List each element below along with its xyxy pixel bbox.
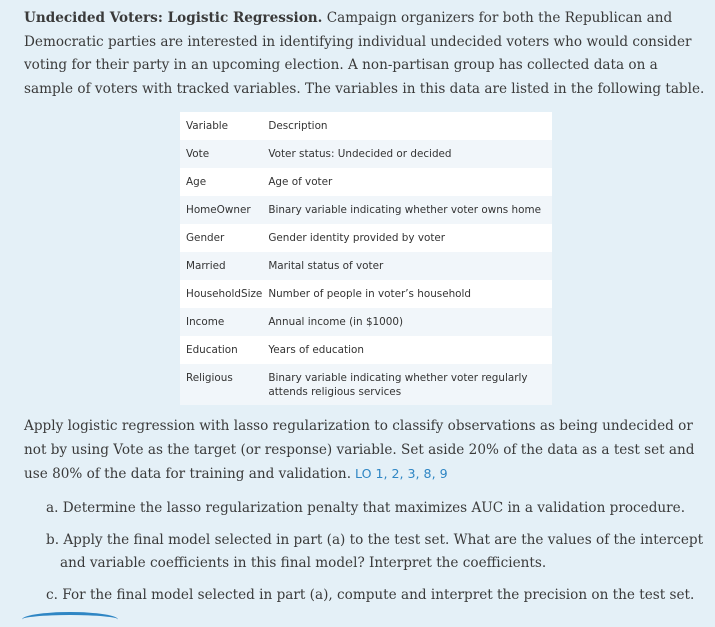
question-part-a: a. Determine the lasso regularization penalty that maximizes AUC in a validation procedure. xyxy=(46,500,686,516)
table-row xyxy=(180,308,552,336)
table-header-row xyxy=(180,112,552,140)
problem-intro xyxy=(24,7,708,101)
table-row xyxy=(180,168,552,196)
description-cell: Binary variable indicating whether voter owns home xyxy=(262,196,552,224)
variable-cell: Married xyxy=(180,252,262,280)
table-row xyxy=(180,140,552,168)
header-description: Description xyxy=(262,112,552,140)
variable-cell: Religious xyxy=(180,364,262,405)
instructions-paragraph xyxy=(24,415,708,487)
question-part-b: b. Apply the final model selected in part (a) to the test set. What are the values of the intercept and variable coefficients in this final model? Interpret the coefficients. xyxy=(46,531,704,571)
variable-cell: Education xyxy=(180,336,262,364)
description-cell: Binary variable indicating whether voter regularly attends religious services xyxy=(262,364,552,405)
table-row xyxy=(180,252,552,280)
learning-objectives-link[interactable]: LO 1, 2, 3, 8, 9 xyxy=(355,466,448,481)
description-cell: Marital status of voter xyxy=(262,252,552,280)
question-part-c: c. For the final model selected in part (a), compute and interpret the precision on the test set. xyxy=(46,586,695,603)
question-parts-list xyxy=(46,497,706,615)
variable-cell: Vote xyxy=(180,140,262,168)
table-row xyxy=(180,224,552,252)
variable-cell: Gender xyxy=(180,224,262,252)
instructions-text: Apply logistic regression with lasso regularization to classify observations as being undecided or not by using Vote as the target (or response) variable. Set aside 20% of the data as a test set and use 80% of the data for training and validation. xyxy=(24,418,695,482)
description-cell: Gender identity provided by voter xyxy=(262,224,552,252)
problem-intro-text: Campaign organizers for both the Republican and Democratic parties are interested in identifying individual undecided voters who would consider voting for their party in an upcoming election. A non-partisan group has collected data on a sample of voters with tracked variables. The variables in this data are listed in the following table. xyxy=(24,10,705,97)
description-cell: Age of voter xyxy=(262,168,552,196)
variable-cell: HouseholdSize xyxy=(180,280,262,308)
variables-table-container xyxy=(180,112,552,405)
header-variable: Variable xyxy=(180,112,262,140)
partial-circle-graphic xyxy=(22,612,118,627)
table-row xyxy=(180,196,552,224)
table-row xyxy=(180,364,552,405)
description-cell: Voter status: Undecided or decided xyxy=(262,140,552,168)
variable-cell: HomeOwner xyxy=(180,196,262,224)
description-cell: Annual income (in $1000) xyxy=(262,308,552,336)
problem-title: Undecided Voters: Logistic Regression. xyxy=(24,10,323,26)
description-cell: Number of people in voter’s household xyxy=(262,280,552,308)
table-row xyxy=(180,336,552,364)
description-cell: Years of education xyxy=(262,336,552,364)
variable-cell: Age xyxy=(180,168,262,196)
variables-table xyxy=(180,112,552,405)
table-row xyxy=(180,280,552,308)
variable-cell: Income xyxy=(180,308,262,336)
